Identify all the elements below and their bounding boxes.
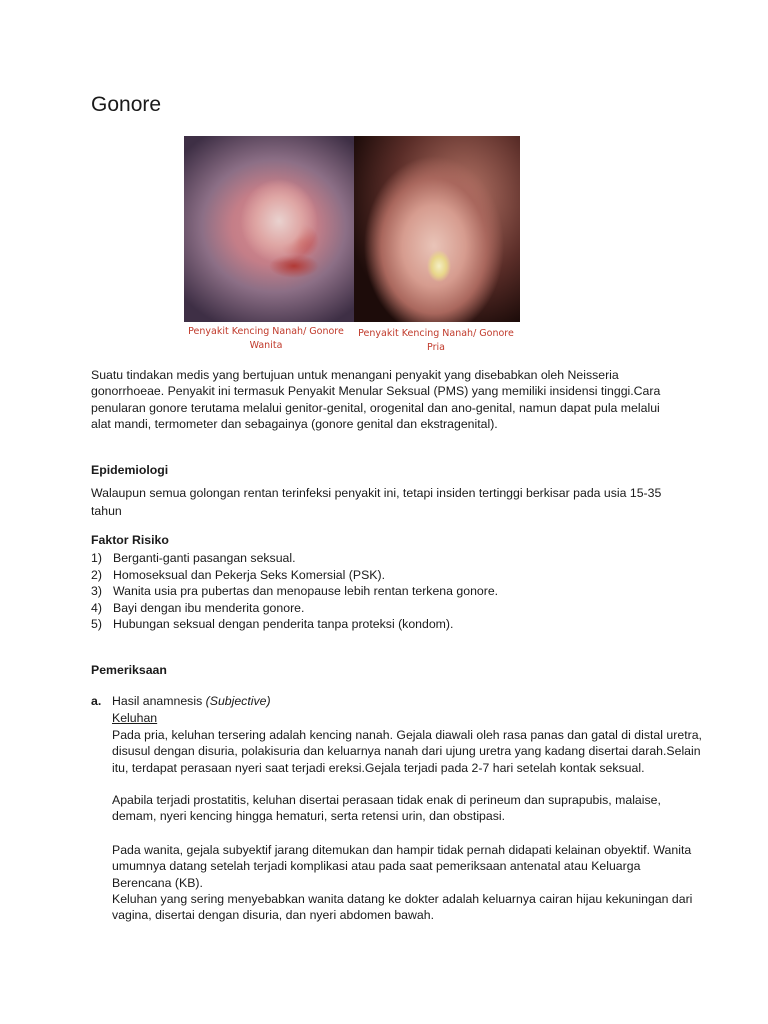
anamnesis-label: Hasil anamnesis <box>112 694 203 708</box>
pemeriksaan-heading: Pemeriksaan <box>91 663 167 677</box>
caption-female-line1: Penyakit Kencing Nanah/ Gonore <box>188 326 344 337</box>
anamnesis-subheading <box>91 694 271 708</box>
clinical-photo-figure <box>184 136 520 358</box>
anamnesis-hint: (Subjective) <box>205 694 271 708</box>
list-item: 4) Bayi dengan ibu menderita gonore. <box>91 600 305 615</box>
faktor-risiko-heading: Faktor Risiko <box>91 533 169 547</box>
caption-male-line2: Pria <box>427 342 445 353</box>
list-item: 3) Wanita usia pra pubertas dan menopause lebih rentan terkena gonore. <box>91 584 499 598</box>
list-item: 2) Homoseksual dan Pekerja Seks Komersial (PSK). <box>91 567 386 582</box>
page-title: Gonore <box>91 93 162 116</box>
photo-male <box>354 136 520 322</box>
list-item: 5) Hubungan seksual dengan penderita tanpa proteksi (kondom). <box>91 617 454 631</box>
keluhan-pria-paragraph: Pada pria, keluhan tersering adalah kencing nanah. Gejala diawali oleh rasa panas dan gatal di distal uretra, disusul dengan disuria, polakisuria dan keluarnya nanah dari ujung uretra yang kadang disertai darah.Selain itu, terdapat perasaan nyeri saat terjadi ereksi.Gejala terjadi pada 2-7 hari setelah kontak seksual. <box>112 728 702 775</box>
caption-female-line2: Wanita <box>249 340 283 351</box>
intro-paragraph: Suatu tindakan medis yang bertujuan untuk menangani penyakit yang disebabkan oleh Neisseria gonorrhoeae. Penyakit ini termasuk Penyakit Menular Seksual (PMS) yang memiliki insidensi tinggi.Cara penularan gonore terutama melalui genitor-genital, orogenital dan ano-genital, namun dapat pula melalui alat mandi, termometer dan sebagainya (gonore genital dan ekstragenital). <box>91 368 661 431</box>
epidemiologi-text: Walaupun semua golongan rentan terinfeksi penyakit ini, tetapi insiden tertinggi berkisar pada usia 15-35 tahun <box>91 486 662 518</box>
caption-female <box>184 325 348 353</box>
list-item: 1) Berganti-ganti pasangan seksual. <box>91 551 296 565</box>
prostatitis-paragraph: Apabila terjadi prostatitis, keluhan disertai perasaan tidak enak di perineum dan suprapubis, malaise, demam, nyeri kencing hingga hematuri, serta retensi urin, dan obstipasi. <box>112 793 661 824</box>
keluhan-wanita-paragraph: Pada wanita, gejala subyektif jarang ditemukan dan hampir tidak pernah didapati kelainan obyektif. Wanita umumnya datang setelah terjadi komplikasi atau pada saat pemeriksaan antenatal atau Keluarga Berencana (KB). <box>112 843 692 890</box>
caption-male-line1: Penyakit Kencing Nanah/ Gonore <box>358 328 514 339</box>
clinical-photo <box>184 136 520 322</box>
photo-female <box>184 136 364 322</box>
risk-factor-list <box>91 550 498 633</box>
list-marker: a. <box>91 694 102 708</box>
caption-male <box>356 327 516 355</box>
keluhan-label: Keluhan <box>112 711 158 725</box>
epidemiologi-heading: Epidemiologi <box>91 463 169 477</box>
keluhan-wanita-paragraph-2: Keluhan yang sering menyebabkan wanita datang ke dokter adalah keluarnya cairan hijau kekuningan dari vagina, disertai dengan disuria, dan nyeri abdomen bawah. <box>112 892 693 923</box>
